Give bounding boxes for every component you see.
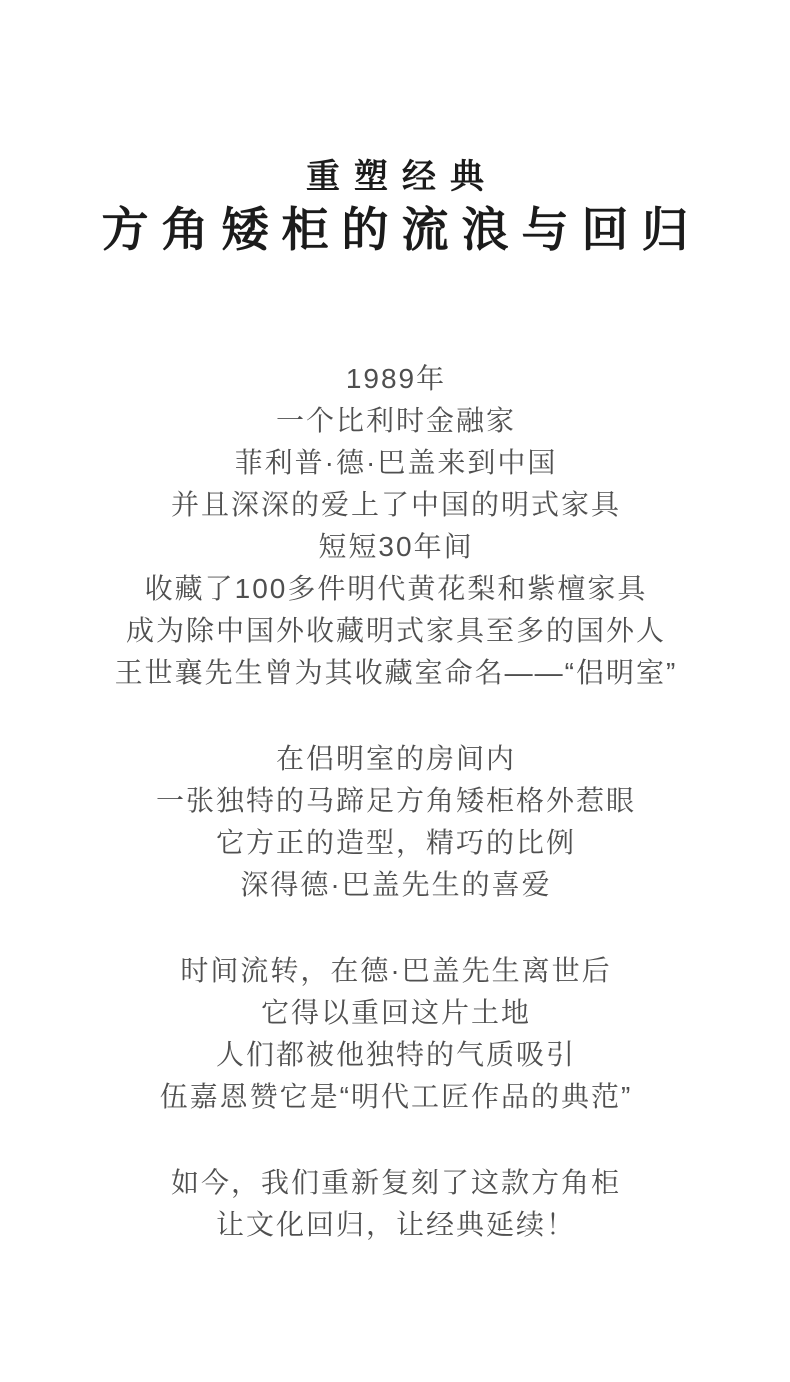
story-paragraph [0,738,790,906]
body-line: 时间流转，在德·巴盖先生离世后 [180,955,612,986]
story-paragraph [0,1162,790,1246]
story-paragraph [0,950,790,1118]
page-title: 重塑经典 [306,158,498,196]
body-line: 在侣明室的房间内 [275,743,516,774]
body-line: 它方正的造型，精巧的比例 [215,827,576,858]
body-line: 1989年 [345,363,447,394]
body-line: 短短30年间 [318,531,474,562]
body-line: 它得以重回这片土地 [260,997,531,1028]
body-line: 如今，我们重新复刻了这款方角柜 [170,1167,621,1198]
body-line: 一张独特的马蹄足方角矮柜格外惹眼 [155,785,636,816]
body-line: 人们都被他独特的气质吸引 [215,1039,576,1070]
story-text [0,358,790,1246]
page-subtitle: 方角矮柜的流浪与回归 [101,203,702,256]
body-line: 深得德·巴盖先生的喜爱 [240,869,552,900]
body-line: 王世襄先生曾为其收藏室命名——“侣明室” [114,657,678,688]
body-line: 菲利普·德·巴盖来到中国 [234,447,558,478]
body-line: 收藏了100多件明代黄花梨和紫檀家具 [144,573,648,604]
body-line: 并且深深的爱上了中国的明式家具 [170,489,621,520]
body-line: 伍嘉恩赞它是“明代工匠作品的典范” [159,1081,633,1112]
body-line: 成为除中国外收藏明式家具至多的国外人 [125,615,666,646]
story-paragraph [0,358,790,694]
body-line: 让文化回归，让经典延续！ [215,1209,576,1240]
article-header [0,0,790,256]
body-line: 一个比利时金融家 [275,405,516,436]
